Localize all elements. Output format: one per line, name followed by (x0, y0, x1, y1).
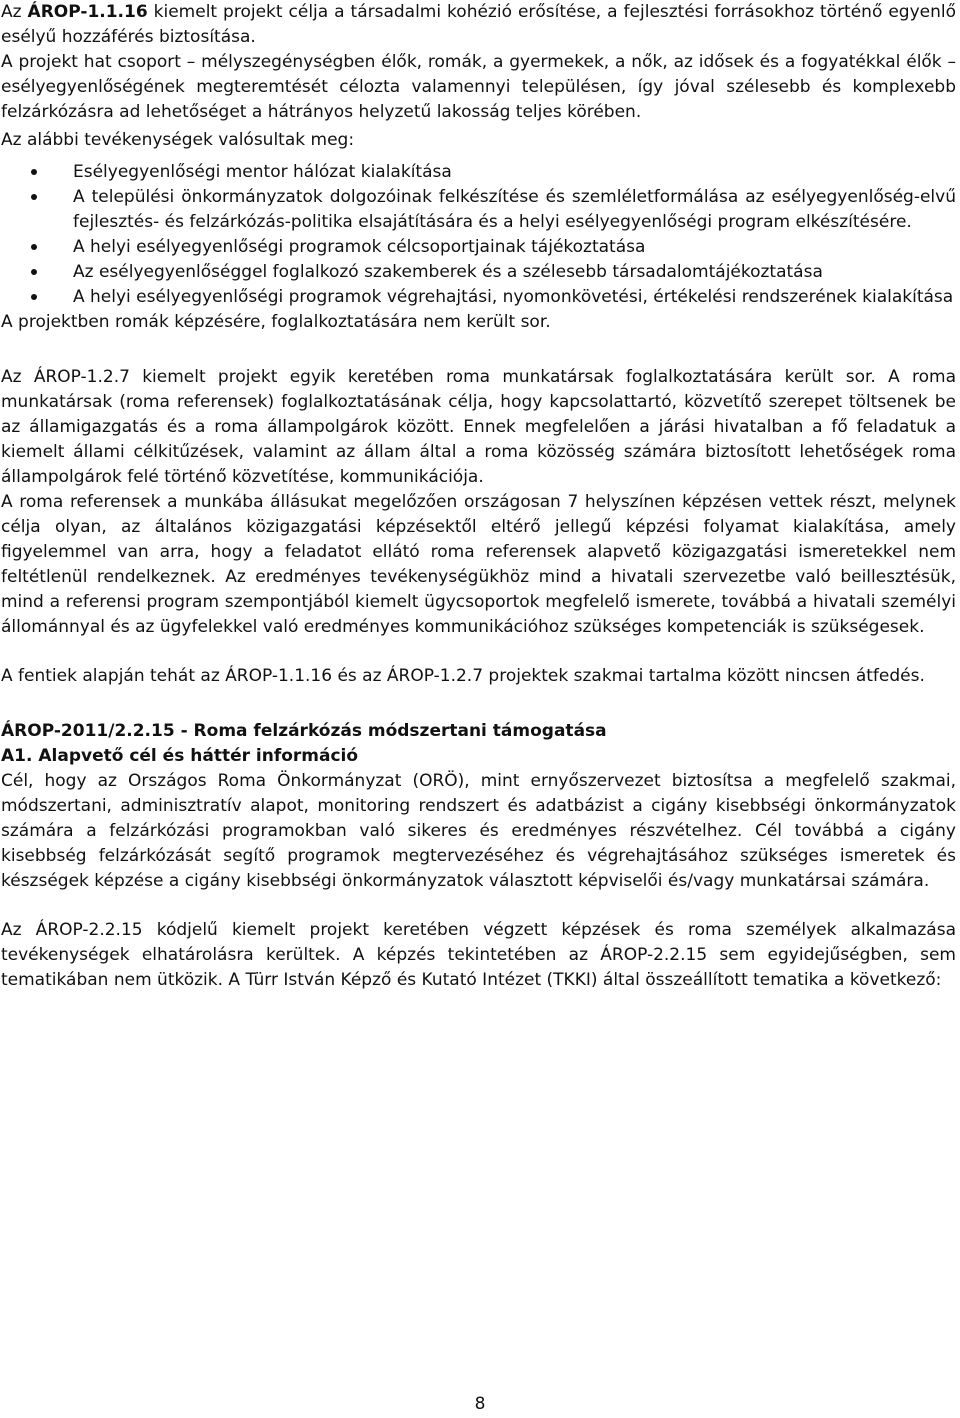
list-item: Esélyegyenlőségi mentor hálózat kialakítása (1, 160, 956, 185)
no-overlap-paragraph: A fentiek alapján tehát az ÁROP-1.1.16 és az ÁROP-1.2.7 projektek szakmai tartalma között nincsen átfedés. (1, 666, 925, 686)
section-subheading: A1. Alapvető cél és háttér információ (1, 746, 359, 766)
page-number: 8 (474, 1394, 486, 1414)
intro-project-code: ÁROP-1.1.16 (27, 2, 148, 22)
list-item: A helyi esélyegyenlőségi programok végrehajtási, nyomonkövetési, értékelési rendszerének kialakítása (1, 285, 956, 310)
list-item: A helyi esélyegyenlőségi programok célcsoportjainak tájékoztatása (1, 235, 956, 260)
spacer (1, 640, 956, 664)
target-groups-paragraph: A projekt hat csoport – mélyszegénységben élők, romák, a gyermekek, a nők, az idősek és a fogyatékkal élők – esélyegyenlőségének megteremtését célozta valamennyi településen, így jóval szélesebb és komplexebb felzárkózásra ad lehetőséget a hátrányos helyzetű lakosság teljes körében. (1, 52, 956, 122)
bullet-icon (31, 194, 37, 200)
bullet-icon (31, 169, 37, 175)
roma-referents-paragraph: A roma referensek a munkába állásukat megelőzően országosan 7 helyszínen képzésen vettek részt, melynek célja olyan, az általános közigazgatási képzésektől eltérő jellegű képzési folyamat kialakítása, amely figyelemmel van arra, hogy a feladatot ellátó roma referensek alapvető közigazgatási ismeretekkel nem feltétlenül rendelkeznek. Az eredményes tevékenységükhöz mind a hivatali szervezetbe való beillesztésük, mind a referensi program szempontjából kiemelt ügycsoportok megfelelő ismerete, továbbá a hivatali személyi állománnyal és az ügyfelekkel való eredményes kommunikációhoz szükséges kompetenciák is szükségesek. (1, 492, 956, 637)
spacer (1, 894, 956, 918)
intro-paragraph (1, 0, 956, 50)
list-item: A települési önkormányzatok dolgozóinak felkészítése és szemléletformálása az esélyegyenlőség-elvű fejlesztés- és felzárkózás-politika elsajátítására és a helyi esélyegyenlőségi program elkészítésére. (1, 185, 956, 235)
spacer (1, 335, 956, 365)
list-item: Az esélyegyenlőséggel foglalkozó szakemberek és a szélesebb társadalomtájékoztatása (1, 260, 956, 285)
bullet-icon (31, 244, 37, 250)
bullet-icon (31, 269, 37, 275)
activities-list (1, 160, 956, 310)
activities-intro: Az alábbi tevékenységek valósultak meg: (1, 130, 355, 150)
no-roma-training-note: A projektben romák képzésére, foglalkoztatására nem került sor. (1, 312, 551, 332)
arop-127-paragraph: Az ÁROP-1.2.7 kiemelt projekt egyik keretében roma munkatársak foglalkoztatására került sor. A roma munkatársak (roma referensek) foglalkoztatásának célja, hogy kapcsolattartó, közvetítő szerepet töltsenek be az államigazgatás és a roma állampolgárok között. Ennek megfelelően a járási hivatalban a fő feladatuk a kiemelt állami célkitűzések, valamint az állam által a roma közösség számára biztosított lehetőségek roma állampolgárok felé történő közvetítése, kommunikációja. (1, 367, 956, 487)
goal-paragraph: Cél, hogy az Országos Roma Önkormányzat (ORÖ), mint ernyőszervezet biztosítsa a megfelelő szakmai, módszertani, adminisztratív alapot, monitoring rendszert és adatbázist a cigány kisebbségi önkormányzatok számára a felzárkózási programokban való sikeres és eredményes részvételhez. Cél továbbá a cigány kisebbség felzárkózását segítő programok megtervezéséhez és végrehajtásához szükséges ismeretek és készségek képzése a cigány kisebbségi önkormányzatok választott képviselői és/vagy munkatársai számára. (1, 771, 956, 891)
intro-lead-prefix: Az (1, 2, 28, 22)
arop-2215-paragraph: Az ÁROP-2.2.15 kódjelű kiemelt projekt keretében végzett képzések és roma személyek alkalmazása tevékenységek elhatárolásra kerültek. A képzés tekintetében az ÁROP-2.2.15 sem egyidejűségben, sem tematikában nem ütközik. A Türr István Képző és Kutató Intézet (TKKI) által összeállított tematika a következő: (1, 920, 956, 990)
intro-lead-rest: kiemelt projekt célja a társadalmi kohézió erősítése, a fejlesztési forrásokhoz történő egyenlő esélyű hozzáférés biztosítása. (1, 2, 956, 47)
section-heading: ÁROP-2011/2.2.15 - Roma felzárkózás módszertani támogatása (1, 721, 607, 741)
bullet-icon (31, 294, 37, 300)
spacer (1, 689, 956, 719)
